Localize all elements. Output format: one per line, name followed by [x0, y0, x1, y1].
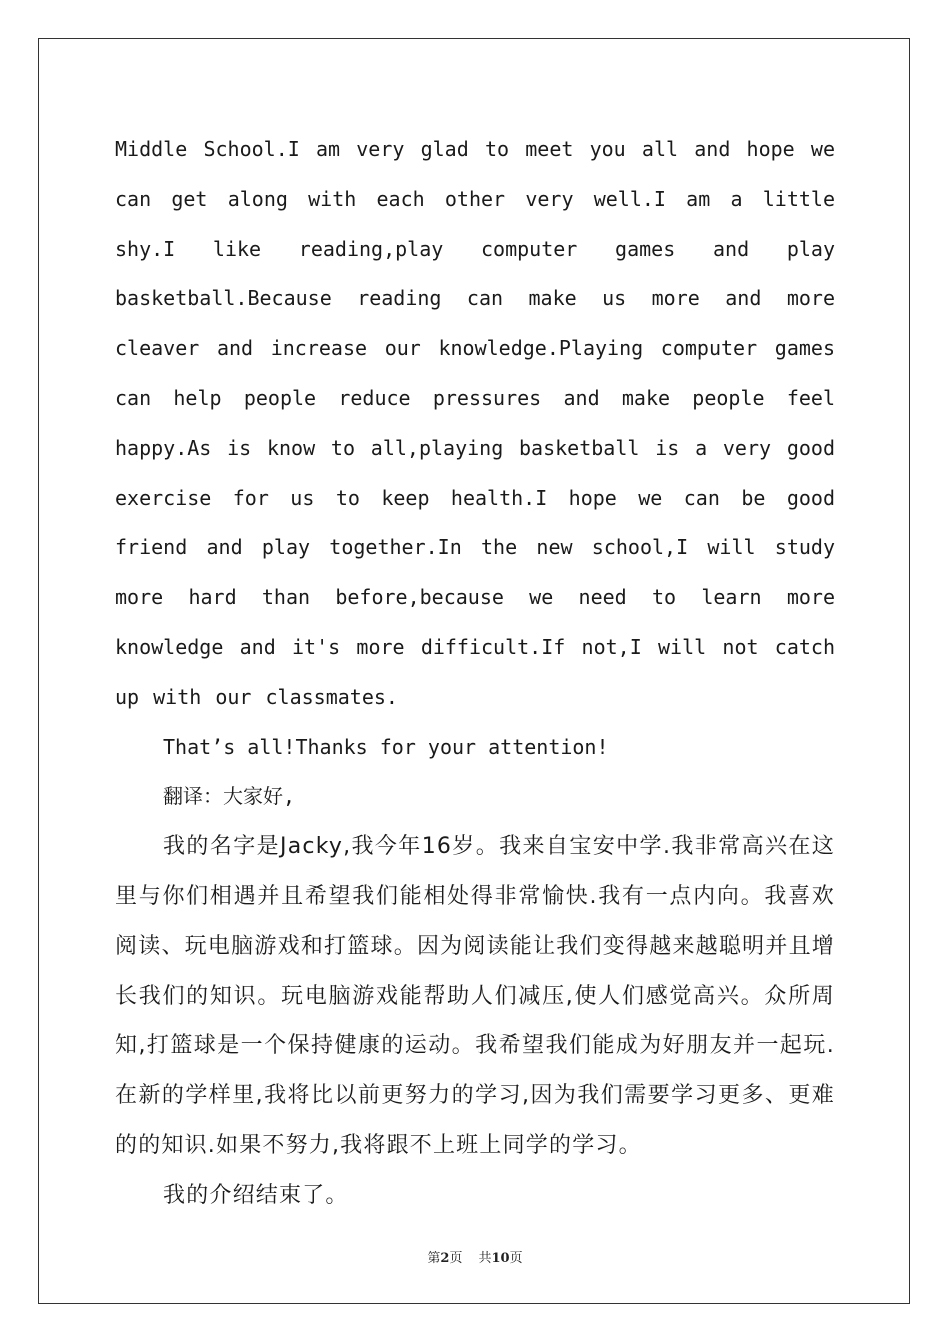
chinese-paragraph: 我的名字是Jacky,我今年16岁。我来自宝安中学.我非常高兴在这里与你们相遇并且希望我们能相处得非常愉快.我有一点内向。我喜欢阅读、玩电脑游戏和打篮球。因为阅读能让我们变得越来越聪明并且增长我们的知识。玩电脑游戏能帮助人们减压,使人们感觉高兴。众所周知,打篮球是一个保持健康的运动。我希望我们能成为好朋友并一起玩. 在新的学样里,我将比以前更努力的学习,因为我们需要学习更多、更难的的知识.如果不努力,我将跟不上班上同学的学习。: [115, 834, 835, 1158]
total-pages: 10: [491, 1251, 510, 1266]
closing-line: That’s all!Thanks for your attention!: [163, 734, 609, 759]
total-prefix: 共: [478, 1251, 492, 1266]
page-footer: [0, 1247, 950, 1266]
english-paragraph: Middle School.I am very glad to meet you all and hope we can get along with each other very well.I am a little shy.I like reading,play computer games and play basketball.Because reading can make us more and more cleaver and increase our knowledge.Playing computer games can help people reduce pressures and make people feel happy.As is know to all,playing basketball is a very good exercise for us to keep health.I hope we can be good friend and play together.In the new school,I will study more hard than before,because we need to learn more knowledge and it's more difficult.If not,I will not catch up with our classmates.: [115, 137, 835, 709]
total-suffix: 页: [509, 1251, 523, 1266]
document-body: [115, 125, 835, 1221]
translation-heading: 翻译：大家好,: [163, 784, 296, 809]
page-suffix: 页: [449, 1251, 463, 1266]
chinese-closing: 我的介绍结束了。: [163, 1182, 349, 1208]
page-prefix: 第: [427, 1251, 441, 1266]
page-number: 2: [440, 1251, 450, 1266]
